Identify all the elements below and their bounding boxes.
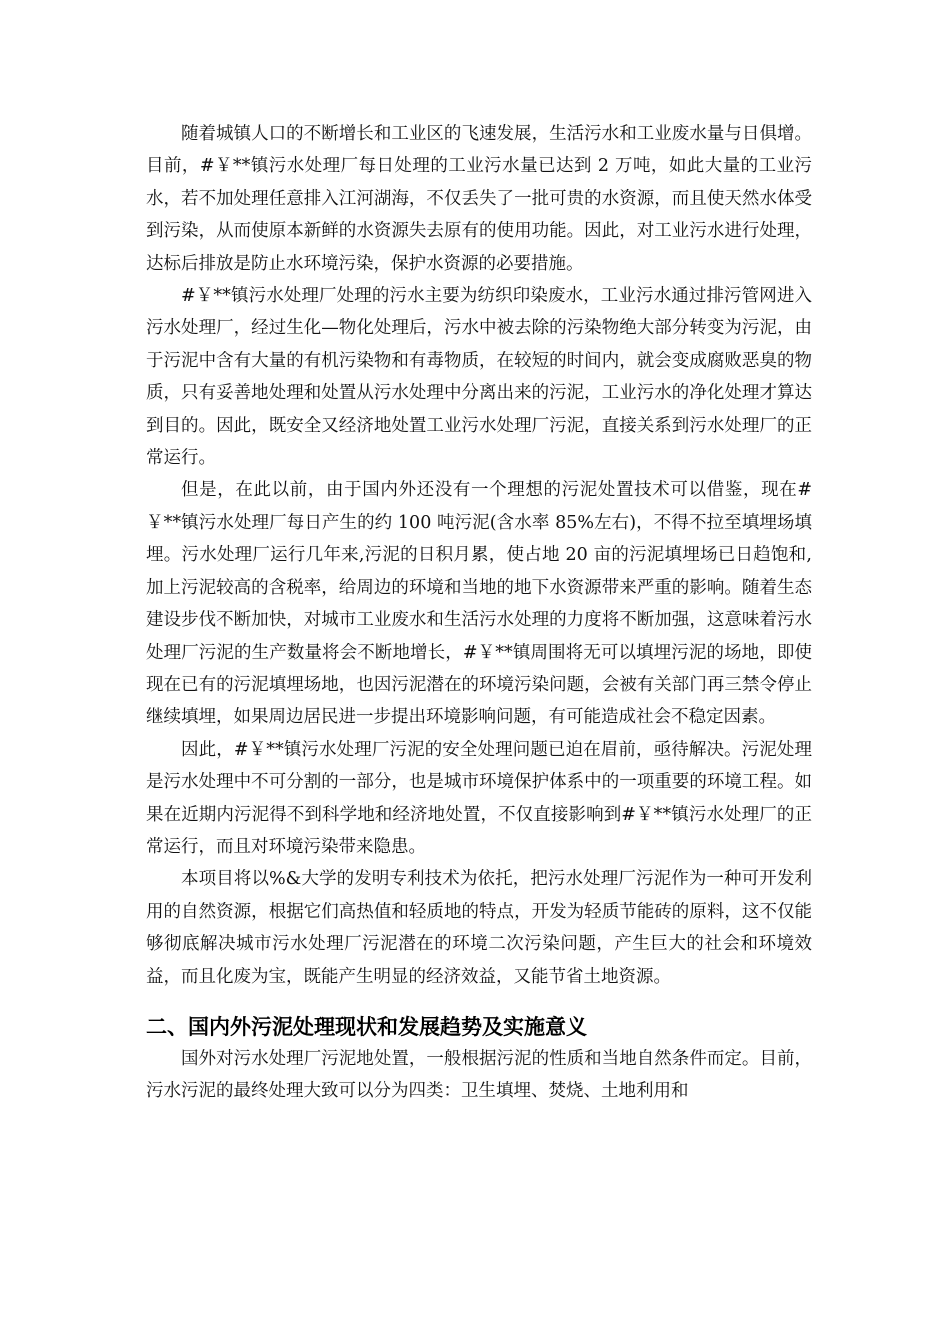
- paragraph-4: 因此，#￥**镇污水处理厂污泥的安全处理问题已迫在眉前，亟待解决。污泥处理是污水处理中不可分割的一部分，也是城市环境保护体系中的一项重要的环境工程。如果在近期内污泥得不到科学地和经济地处置，不仅直接影响到#￥**镇污水处理厂的正常运行，而且对环境污染带来隐患。: [146, 739, 812, 857]
- paragraph-1: 随着城镇人口的不断增长和工业区的飞速发展，生活污水和工业废水量与日俱增。目前，#￥**镇污水处理厂每日处理的工业污水量已达到 2 万吨，如此大量的工业污水，若不加处理任意排入江河湖海，不仅丢失了一批可贵的水资源，而且使天然水体受到污染，从而使原本新鲜的水资源失去原有的使用功能。因此，对工业污水进行处理，达标后排放是防止水环境污染，保护水资源的必要措施。: [146, 124, 812, 274]
- paragraph-5: 本项目将以%&大学的发明专利技术为依托，把污水处理厂污泥作为一种可开发利用的自然资源，根据它们高热值和轻质地的特点，开发为轻质节能砖的原料，这不仅能够彻底解决城市污水处理厂污泥潜在的环境二次污染问题，产生巨大的社会和环境效益，而且化废为宝，既能产生明显的经济效益，又能节省土地资源。: [146, 869, 812, 987]
- paragraph-2: #￥**镇污水处理厂处理的污水主要为纺织印染废水，工业污水通过排污管网进入污水处理厂，经过生化—物化处理后，污水中被去除的污染物绝大部分转变为污泥，由于污泥中含有大量的有机污染物和有毒物质，在较短的时间内，就会变成腐败恶臭的物质，只有妥善地处理和处置从污水处理中分离出来的污泥，工业污水的净化处理才算达到目的。因此，既安全又经济地处置工业污水处理厂污泥，直接关系到污水处理厂的正常运行。: [146, 286, 812, 469]
- section-paragraph: 国外对污水处理厂污泥地处置，一般根据污泥的性质和当地自然条件而定。目前，污水污泥的最终处理大致可以分为四类：卫生填埋、焚烧、土地利用和: [146, 1048, 812, 1102]
- document-page: [146, 118, 812, 1108]
- section-heading: 二、国内外污泥处理现状和发展趋势及实施意义: [146, 1014, 587, 1039]
- paragraph-3: 但是，在此以前，由于国内外还没有一个理想的污泥处置技术可以借鉴，现在#￥**镇污水处理厂每日产生的约 100 吨污泥(含水率 85%左右)，不得不拉至填埋场填埋。污水处理厂运行几年来,污泥的日积月累，使占地 20 亩的污泥填埋场已日趋饱和, 加上污泥较高的含税率，给周边的环境和当地的地下水资源带来严重的影响。随着生态建设步伐不断加快，对城市工业废水和生活污水处理的力度将不断加强，这意味着污水处理厂污泥的生产数量将会不断地增长，#￥**镇周围将无可以填埋污泥的场地，即使现在已有的污泥填埋场地，也因污泥潜在的环境污染问题，会被有关部门再三禁令停止继续填埋，如果周边居民进一步提出环境影响问题，有可能造成社会不稳定因素。: [146, 480, 812, 728]
